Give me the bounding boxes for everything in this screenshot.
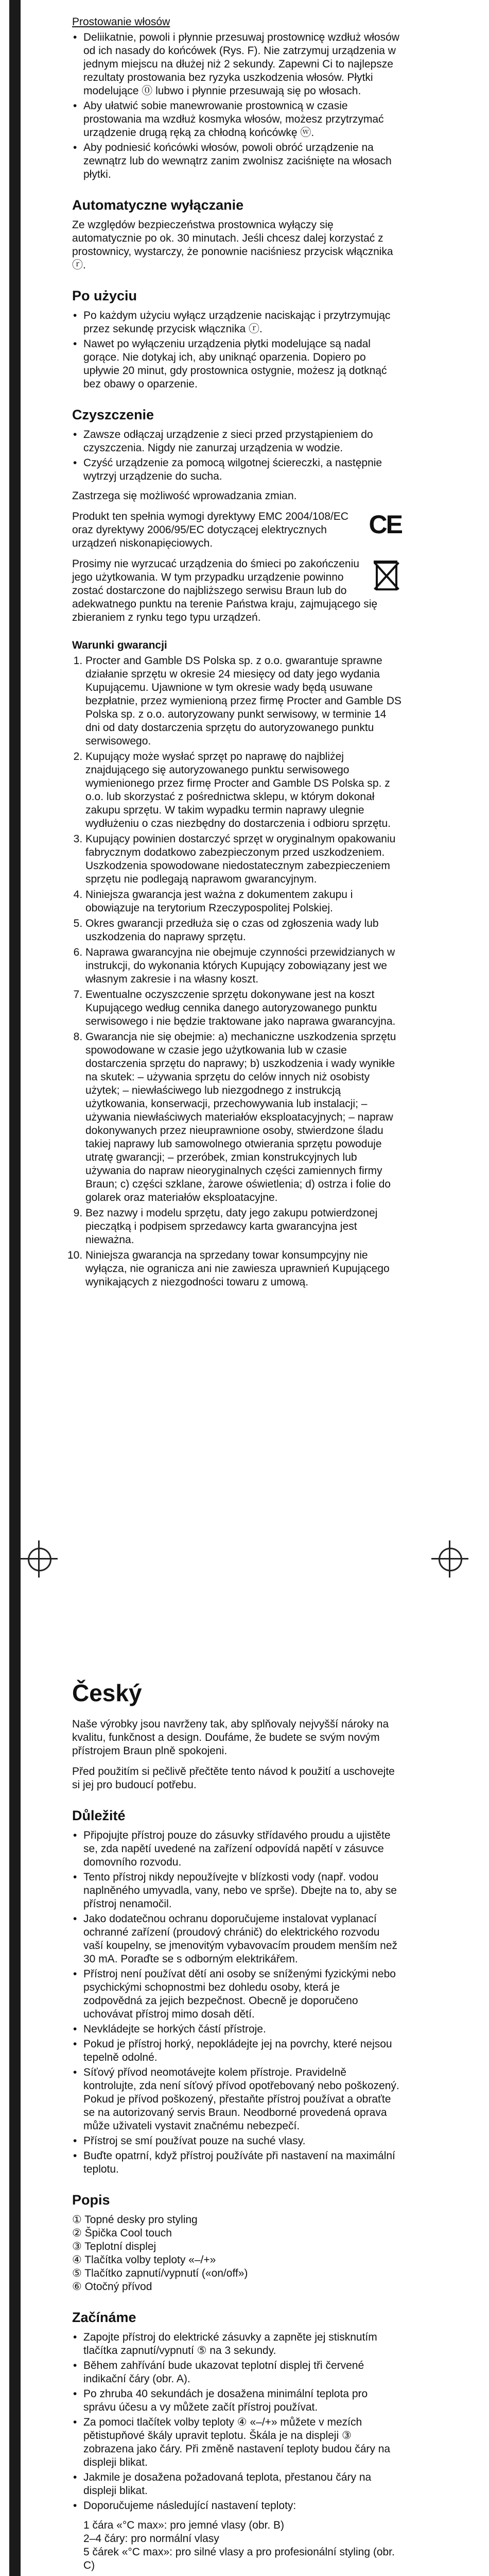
list-item: • Doporučujeme následující nastavení teploty: xyxy=(83,2499,401,2513)
list-item: 8. Gwarancja nie się obejmie: a) mechaniczne uszkodzenia sprzętu spowodowane w czasie jego użytkowania lub w czasie dostarczenia sprzętu do naprawy; b) uszkodzenia i wady wynikłe na skutek: – używania sprzętu do celów innych niż osobisty użytek; – niewłaściwego lub niezgodnego z instrukcją użytkowania, konserwacji, przechowywania lub instalacji; – używania niewłaściwych materiałów eksploatacyjnych; – napraw dokonywanych przez nieuprawnione osoby, stwierdzone śladu takiej naprawy lub samowolnego otwierania sprzętu powoduje utratę gwarancji; – przeróbek, zmian konstrukcyjnych lub używania do napraw nieoryginalnych części zamiennych firmy Braun; c) części szklane, żarowe oświetlenia; d) ostrza i folie do golarek oraz materiałów eksploatacyjne. xyxy=(85,1030,401,1205)
list-item: • Nawet po wyłączeniu urządzenia płytki modelujące są nadal gorące. Nie dotykaj ich, aby uniknąć oparzenia. Dopiero po upływie 20 minut, gdy prostownica ostygnie, możesz ją dotknąć bez obawy o oparzenie. xyxy=(83,337,401,391)
description-item: ⑤ Tlačítko zapnutí/vypnutí («on/off») xyxy=(72,2267,248,2279)
list-item: 6. Naprawa gwarancyjna nie obejmuje czynności przewidzianych w instrukcji, do wykonania których Kupujący zobowiązany jest we własnym zakresie i na własny koszt. xyxy=(85,946,401,986)
disposal-text: Prosimy nie wyrzucać urządzenia do śmieci po zakończeniu jego użytkowania. W tym przypadku urządzenie powinno zostać dostarczone do najbliższego serwisu Braun lub do adekwatnego punktu na terenie Państwa kraju, zajmującego się zbieraniem z rynku tego typu urządzeń. xyxy=(72,558,378,623)
paragraph: Před použitím si pečlivě přečtěte tento návod k použití a uschovejte si jej pro budoucí potřebu. xyxy=(72,1766,395,1791)
list-item: • Pokud je přístroj horký, nepokládejte jej na povrchy, které nejsou tepelně odolné. xyxy=(83,2038,401,2064)
list-item: 4. Niniejsza gwarancja jest ważna z dokumentem zakupu i obowiązuje na terytorium Rzeczypospolitej Polskiej. xyxy=(85,888,401,915)
registration-mark-right xyxy=(431,1540,468,1578)
list-item: • Během zahřívání bude ukazovat teplotní displej tři červené indikační čáry (obr. A). xyxy=(83,2359,401,2386)
description-item: ③ Teplotní displej xyxy=(72,2241,156,2252)
description-item: ⑥ Otočný přívod xyxy=(72,2281,152,2293)
list-item: • Přístroj se smí používat pouze na suché vlasy. xyxy=(83,2134,401,2148)
page-title: Český xyxy=(72,1680,142,1706)
section-heading-description: Popis xyxy=(72,2192,110,2208)
section-heading-auto-off: Automatyczne wyłączanie xyxy=(72,197,244,213)
list-item: • Síťový přívod neomotávejte kolem přístroje. Pravidelně kontrolujte, zda není síťový přívod opotřebovaný nebo poškozený. Pokud je přívod poškozený, přestaňte přístroj používat a obraťte se na autorizovaný servis Braun. Neodborné provedená oprava může uživateli vystavit značnému nebezpečí. xyxy=(83,2066,401,2133)
section-heading-cleaning: Czyszczenie xyxy=(72,407,154,422)
paragraph: Ze względów bezpieczeństwa prostownica wyłączy się automatycznie po ok. 30 minutach. Jeśli chcesz dalej korzystać z prostownicy, wystarczy, że ponownie naciśniesz przycisk włącznika ⓡ. xyxy=(72,219,393,271)
temperature-setting-row: 2–4 čáry: pro normální vlasy xyxy=(83,2533,219,2545)
paragraph: Naše výrobky jsou navrženy tak, aby splňovaly nejvyšší nároky na kvalitu, funkčnost a design. Doufáme, že budete se svým novým přístrojem Braun plně spokojeni. xyxy=(72,1718,389,1757)
list-item: 9. Bez nazwy i modelu sprzętu, daty jego zakupu potwierdzonej pieczątką i podpisem sprzedawcy karta gwarancyjna jest nieważna. xyxy=(85,1207,401,1247)
left-edge-bar xyxy=(9,0,21,2576)
list-item: • Zawsze odłączaj urządzenie z sieci przed przystąpieniem do czyszczenia. Nigdy nie zanurzaj urządzenia w wodzie. xyxy=(83,428,401,455)
list-item: • Tento přístroj nikdy nepoužívejte v blízkosti vody (např. vodou naplněného umyvadla, vany, nebo ve sprše). Dbejte na to, aby se přístroj nenamočil. xyxy=(83,1871,401,1911)
list-item: • Přístroj není používat dětí ani osoby se sníženými fyzickými nebo psychickými schopnostmi bez dohledu osoby, která je zodpovědná za jejich bezpečnost. Obecně je doporučeno uchovávat přístroj mimo dosah dětí. xyxy=(83,1968,401,2021)
list-item: • Aby ułatwić sobie manewrowanie prostownicą w czasie prostowania ma wzdłuż kosmyka włosów, możesz przytrzymać urządzenie drugą ręką za chłodną końcówkę ⓦ. xyxy=(83,99,401,140)
list-item: • Buďte opatrní, když přístroj používáte při nastavení na maximální teplotu. xyxy=(83,2149,401,2176)
list-item: 1. Procter and Gamble DS Polska sp. z o.o. gwarantuje sprawne działanie sprzętu w okresie 24 miesięcy od daty jego wydania Kupującemu. Ujawnione w tym okresie wady będą usuwane bezpłatnie, przez wymienioną przez firmę Procter and Gamble DS Polska sp. z o.o. autoryzowany punkt serwisowy, w terminie 14 dni od daty dostarczenia sprzętu do autoryzowanego punktu serwisowego. xyxy=(85,654,401,748)
list-item: • Aby podniesić końcówki włosów, powoli obróć urządzenie na zewnątrz lub do wewnątrz zanim zwolnisz zaciśnięte na włosach płytki. xyxy=(83,141,401,181)
list-item: • Připojujte přístroj pouze do zásuvky střídavého proudu a ujistěte se, zda napětí uvedené na zařízení odpovídá napětí v zásuvce domovního rozvodu. xyxy=(83,1829,401,1869)
list-item: 5. Okres gwarancji przedłuża się o czas od zgłoszenia wady lub uszkodzenia do naprawy sprzętu. xyxy=(85,917,401,944)
description-item: ② Špička Cool touch xyxy=(72,2227,172,2239)
list-item: • Po każdym użyciu wyłącz urządzenie naciskając i przytrzymując przez sekundę przycisk włącznika ⓡ. xyxy=(83,309,401,336)
weee-bin-icon xyxy=(370,557,401,596)
section-heading-after-use: Po użyciu xyxy=(72,288,137,303)
section-heading-straightening: Prostowanie włosów xyxy=(72,16,170,28)
list-item: • Po zhruba 40 sekundách je dosažena minimální teplota pro správu účesu a vy můžete začít přístroj používat. xyxy=(83,2387,401,2414)
list-item: • Za pomoci tlačítek volby teploty ④ «–/+» můžete v mezích pětistupňové škály upravit teplotu. Škála je na displeji ③ zobrazena jako čáry. Při změně nastavení teploty budou čáry na displeji blikat. xyxy=(83,2416,401,2469)
czech-page xyxy=(72,1680,401,2576)
section-heading-important: Důležité xyxy=(72,1808,126,1823)
description-item: ① Topné desky pro styling xyxy=(72,2214,198,2226)
list-item: 3. Kupujący powinien dostarczyć sprzęt w oryginalnym opakowaniu fabrycznym dodatkowo zabezpieczonym przed uszkodzeniem. Uszkodzenia spowodowane niedostatecznym zabezpieczeniem sprzętu nie podlegają naprawom gwarancyjnym. xyxy=(85,833,401,886)
description-item: ④ Tlačítka volby teploty «–/+» xyxy=(72,2254,216,2266)
list-item: 7. Ewentualne oczyszczenie sprzętu dokonywane jest na koszt Kupującego według cennika danego autoryzowanego punktu serwisowego i nie będzie traktowane jako naprawa gwarancyjna. xyxy=(85,988,401,1028)
emc-text: Produkt ten spełnia wymogi dyrektywy EMC 2004/108/EC oraz dyrektywy 2006/95/EC dotyczącej elektrycznych urządzeń niskonapięciowych. xyxy=(72,511,348,549)
list-item: 2. Kupujący może wysłać sprzęt po naprawę do najbliżej znajdującego się autoryzowanego punktu serwisowego wymienionego przez firmę Procter and Gamble DS Polska sp. z o.o. lub skorzystać z pośrednictwa sklepu, w którym dokonał zakupu sprzętu. W takim wypadku termin naprawy ulegnie wydłużeniu o czas niezbędny do dostarczenia i odbioru sprzętu. xyxy=(85,750,401,831)
list-item: • Jakmile je dosažena požadovaná teplota, přestanou čáry na displeji blikat. xyxy=(83,2471,401,2498)
ce-mark-icon: CE xyxy=(369,510,401,539)
polish-page xyxy=(72,15,401,1291)
list-item: • Nevkládejte se horkých částí přístroje. xyxy=(83,2023,401,2036)
list-item: • Jako dodatečnou ochranu doporučujeme instalovat vyplanací ochranné zařízení (proudový chránič) do elektrického rozvodu vaší koupelny, se jmenovitým vybavovacím proudem menším než 30 mA. Poraďte se s odborným elektrikářem. xyxy=(83,1912,401,1966)
list-item: • Zapojte přístroj do elektrické zásuvky a zapněte jej stisknutím tlačítka zapnutí/vypnutí ⑤ na 3 sekundy. xyxy=(83,2331,401,2358)
section-heading-warranty: Warunki gwarancji xyxy=(72,639,167,651)
section-heading-getting-started: Začínáme xyxy=(72,2310,136,2325)
list-item: 10. Niniejsza gwarancja na sprzedany towar konsumpcyjny nie wyłącza, nie ogranicza ani nie zawiesza uprawnień Kupującego wynikających z niezgodności towaru z umową. xyxy=(85,1249,401,1289)
changes-reserved: Zastrzega się możliwość wprowadzania zmian. xyxy=(72,490,297,502)
registration-mark-left xyxy=(21,1540,58,1578)
list-item: • Deliikatnie, powoli i płynnie przesuwaj prostownicę wzdłuż włosów od ich nasady do końcówek (Rys. F). Nie zatrzymuj urządzenia w jednym miejscu na dłużej niż 2 sekundy. Zapewni Ci to najlepsze rezultaty prostowania bez ryzyka uszkodzenia włosów. Płytki modelujące ⓪ lubwo i płynnie przesuwają się po włosach. xyxy=(83,31,401,98)
list-item: • Czyść urządzenie za pomocą wilgotnej ściereczki, a następnie wytrzyj urządzenie do sucha. xyxy=(83,456,401,483)
temperature-setting-row: 5 čárek «°C max»: pro silné vlasy a pro profesionální styling (obr. C) xyxy=(83,2546,395,2571)
temperature-setting-row: 1 čára «°C max»: pro jemné vlasy (obr. B) xyxy=(83,2519,285,2531)
